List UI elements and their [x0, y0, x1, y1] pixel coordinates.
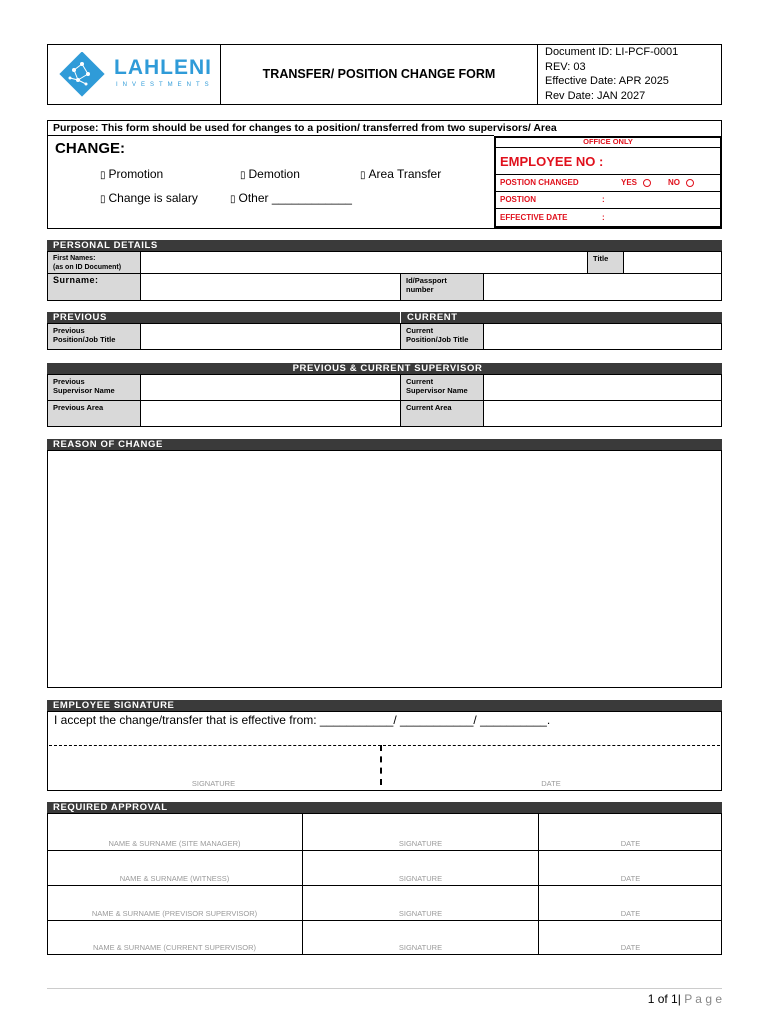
previous-position-input[interactable]	[140, 323, 401, 350]
employee-signature-bar: EMPLOYEE SIGNATURE	[47, 700, 722, 711]
approval-name-3[interactable]: NAME & SURNAME (PREVISOR SUPERVISOR)	[91, 909, 258, 918]
supervisor-bar: PREVIOUS & CURRENT SUPERVISOR	[47, 363, 722, 374]
employee-signature-input[interactable]	[49, 747, 378, 777]
current-supervisor-text-1: Current	[406, 377, 434, 386]
id-passport-text-2: number	[406, 285, 434, 294]
page-word: P a g e	[684, 992, 722, 1006]
current-area-input[interactable]	[483, 400, 722, 427]
position-changed-label: POSTION CHANGED	[500, 178, 579, 187]
first-names-text: First Names:	[53, 255, 96, 262]
office-line-4	[494, 208, 722, 209]
approval-sig-3[interactable]: SIGNATURE	[398, 909, 443, 918]
signature-dashed-line	[49, 745, 720, 746]
approval-name-4[interactable]: NAME & SURNAME (CURRENT SUPERVISOR)	[92, 943, 257, 952]
option-promotion[interactable]	[100, 167, 163, 181]
yes-option[interactable]	[621, 178, 651, 187]
id-passport-label	[400, 273, 484, 301]
current-area-label: Current Area	[400, 400, 484, 427]
accept-text: I accept the change/transfer that is effective from: ___________/ ___________/ __________.	[54, 713, 551, 727]
approval-name-2[interactable]: NAME & SURNAME (WITNESS)	[119, 874, 230, 883]
logo-icon	[56, 52, 110, 98]
option-other-label: Other ____________	[238, 191, 352, 205]
effective-date-label: EFFECTIVE DATE	[500, 213, 568, 222]
current-supervisor-text-2: Supervisor Name	[406, 386, 468, 395]
current-position-input[interactable]	[483, 323, 722, 350]
current-position-label	[400, 323, 484, 350]
no-option[interactable]	[668, 178, 694, 187]
title-label: Title	[587, 251, 624, 274]
position-colon: :	[602, 195, 605, 204]
purpose-divider	[47, 135, 494, 136]
approval-table	[47, 813, 722, 955]
approval-date-3[interactable]: DATE	[620, 909, 641, 918]
approval-sig-4[interactable]: SIGNATURE	[398, 943, 443, 952]
id-passport-input[interactable]	[483, 273, 722, 301]
required-approval-bar: REQUIRED APPROVAL	[47, 802, 722, 813]
position-row	[500, 195, 718, 204]
current-supervisor-input[interactable]	[483, 374, 722, 401]
logo-subtext: INVESTMENTS	[116, 82, 214, 88]
office-line-2	[494, 174, 722, 175]
previous-area-input[interactable]	[140, 400, 401, 427]
no-label: NO	[668, 178, 680, 187]
previous-supervisor-label	[47, 374, 141, 401]
option-salary-label: Change is salary	[108, 191, 198, 205]
title-input[interactable]	[623, 251, 722, 274]
option-area-transfer[interactable]	[360, 167, 441, 181]
approval-col-divider-2	[538, 813, 539, 955]
company-logo	[56, 50, 216, 100]
option-other[interactable]	[230, 191, 352, 205]
employee-signature-label: SIGNATURE	[191, 779, 236, 788]
document-info	[545, 45, 678, 103]
approval-col-divider-1	[302, 813, 303, 955]
position-label: POSTION	[500, 195, 537, 204]
previous-position-text-1: Previous	[53, 326, 85, 335]
previous-supervisor-text-1: Previous	[53, 377, 85, 386]
approval-row-divider-2	[47, 885, 722, 886]
current-bar: CURRENT	[401, 312, 722, 323]
current-position-text-2: Position/Job Title	[406, 335, 469, 344]
effective-date-row	[500, 213, 718, 222]
option-area-transfer-label: Area Transfer	[368, 167, 442, 181]
previous-position-text-2: Position/Job Title	[53, 335, 116, 344]
approval-date-2[interactable]: DATE	[620, 874, 641, 883]
approval-name-1[interactable]: NAME & SURNAME (SITE MANAGER)	[108, 839, 241, 848]
option-demotion[interactable]	[240, 167, 300, 181]
doc-rev-date: Rev Date: JAN 2027	[545, 89, 646, 102]
effective-date-colon: :	[602, 213, 605, 222]
option-promotion-label: Promotion	[108, 167, 164, 181]
surname-label: Surname:	[47, 273, 141, 301]
employee-no-label: EMPLOYEE NO :	[500, 154, 604, 169]
surname-input[interactable]	[140, 273, 401, 301]
footer-rule	[47, 988, 722, 989]
approval-sig-2[interactable]: SIGNATURE	[398, 874, 443, 883]
page-footer	[600, 992, 722, 1006]
approval-sig-1[interactable]: SIGNATURE	[398, 839, 443, 848]
id-passport-text: Id/Passport	[406, 276, 447, 285]
reason-textarea[interactable]	[47, 450, 722, 688]
doc-rev: REV: 03	[545, 60, 586, 73]
purpose-text: Purpose: This form should be used for changes to a position/ transferred from two supervisors/ Area	[53, 122, 557, 134]
header-divider-2	[537, 44, 538, 105]
first-names-note: (as on ID Document)	[53, 264, 122, 271]
current-position-text-1: Current	[406, 326, 434, 335]
yes-label: YES	[621, 178, 638, 187]
office-only-label: OFFICE ONLY	[583, 137, 633, 146]
personal-details-bar: PERSONAL DETAILS	[47, 240, 722, 251]
employee-date-label: DATE	[541, 779, 561, 788]
reason-bar: REASON OF CHANGE	[47, 439, 722, 450]
previous-supervisor-input[interactable]	[140, 374, 401, 401]
first-names-input[interactable]	[140, 251, 588, 274]
previous-position-label	[47, 323, 141, 350]
form-title: TRANSFER/ POSITION CHANGE FORM	[262, 67, 496, 81]
change-heading: CHANGE:	[55, 140, 125, 157]
page-separator: |	[677, 992, 685, 1006]
approval-row-divider-3	[47, 920, 722, 921]
previous-supervisor-text-2: Supervisor Name	[53, 386, 115, 395]
doc-effective-date: Effective Date: APR 2025	[545, 75, 669, 87]
no-radio[interactable]	[686, 179, 694, 187]
approval-date-4[interactable]: DATE	[620, 943, 641, 952]
approval-date-1[interactable]: DATE	[620, 839, 641, 848]
previous-area-label: Previous Area	[47, 400, 141, 427]
employee-date-input[interactable]	[384, 747, 720, 777]
logo-text: LAHLENI	[114, 56, 212, 79]
doc-id: Document ID: LI-PCF-0001	[545, 46, 679, 58]
option-salary[interactable]	[100, 191, 198, 205]
previous-bar: PREVIOUS	[47, 312, 400, 323]
current-supervisor-label	[400, 374, 484, 401]
first-names-label	[47, 251, 141, 274]
yes-radio[interactable]	[643, 179, 651, 187]
page-number: 1 of 1	[647, 992, 678, 1006]
approval-row-divider-1	[47, 850, 722, 851]
position-changed-row	[500, 178, 718, 187]
option-demotion-label: Demotion	[248, 167, 300, 181]
office-line-1	[494, 147, 722, 148]
office-line-3	[494, 191, 722, 192]
